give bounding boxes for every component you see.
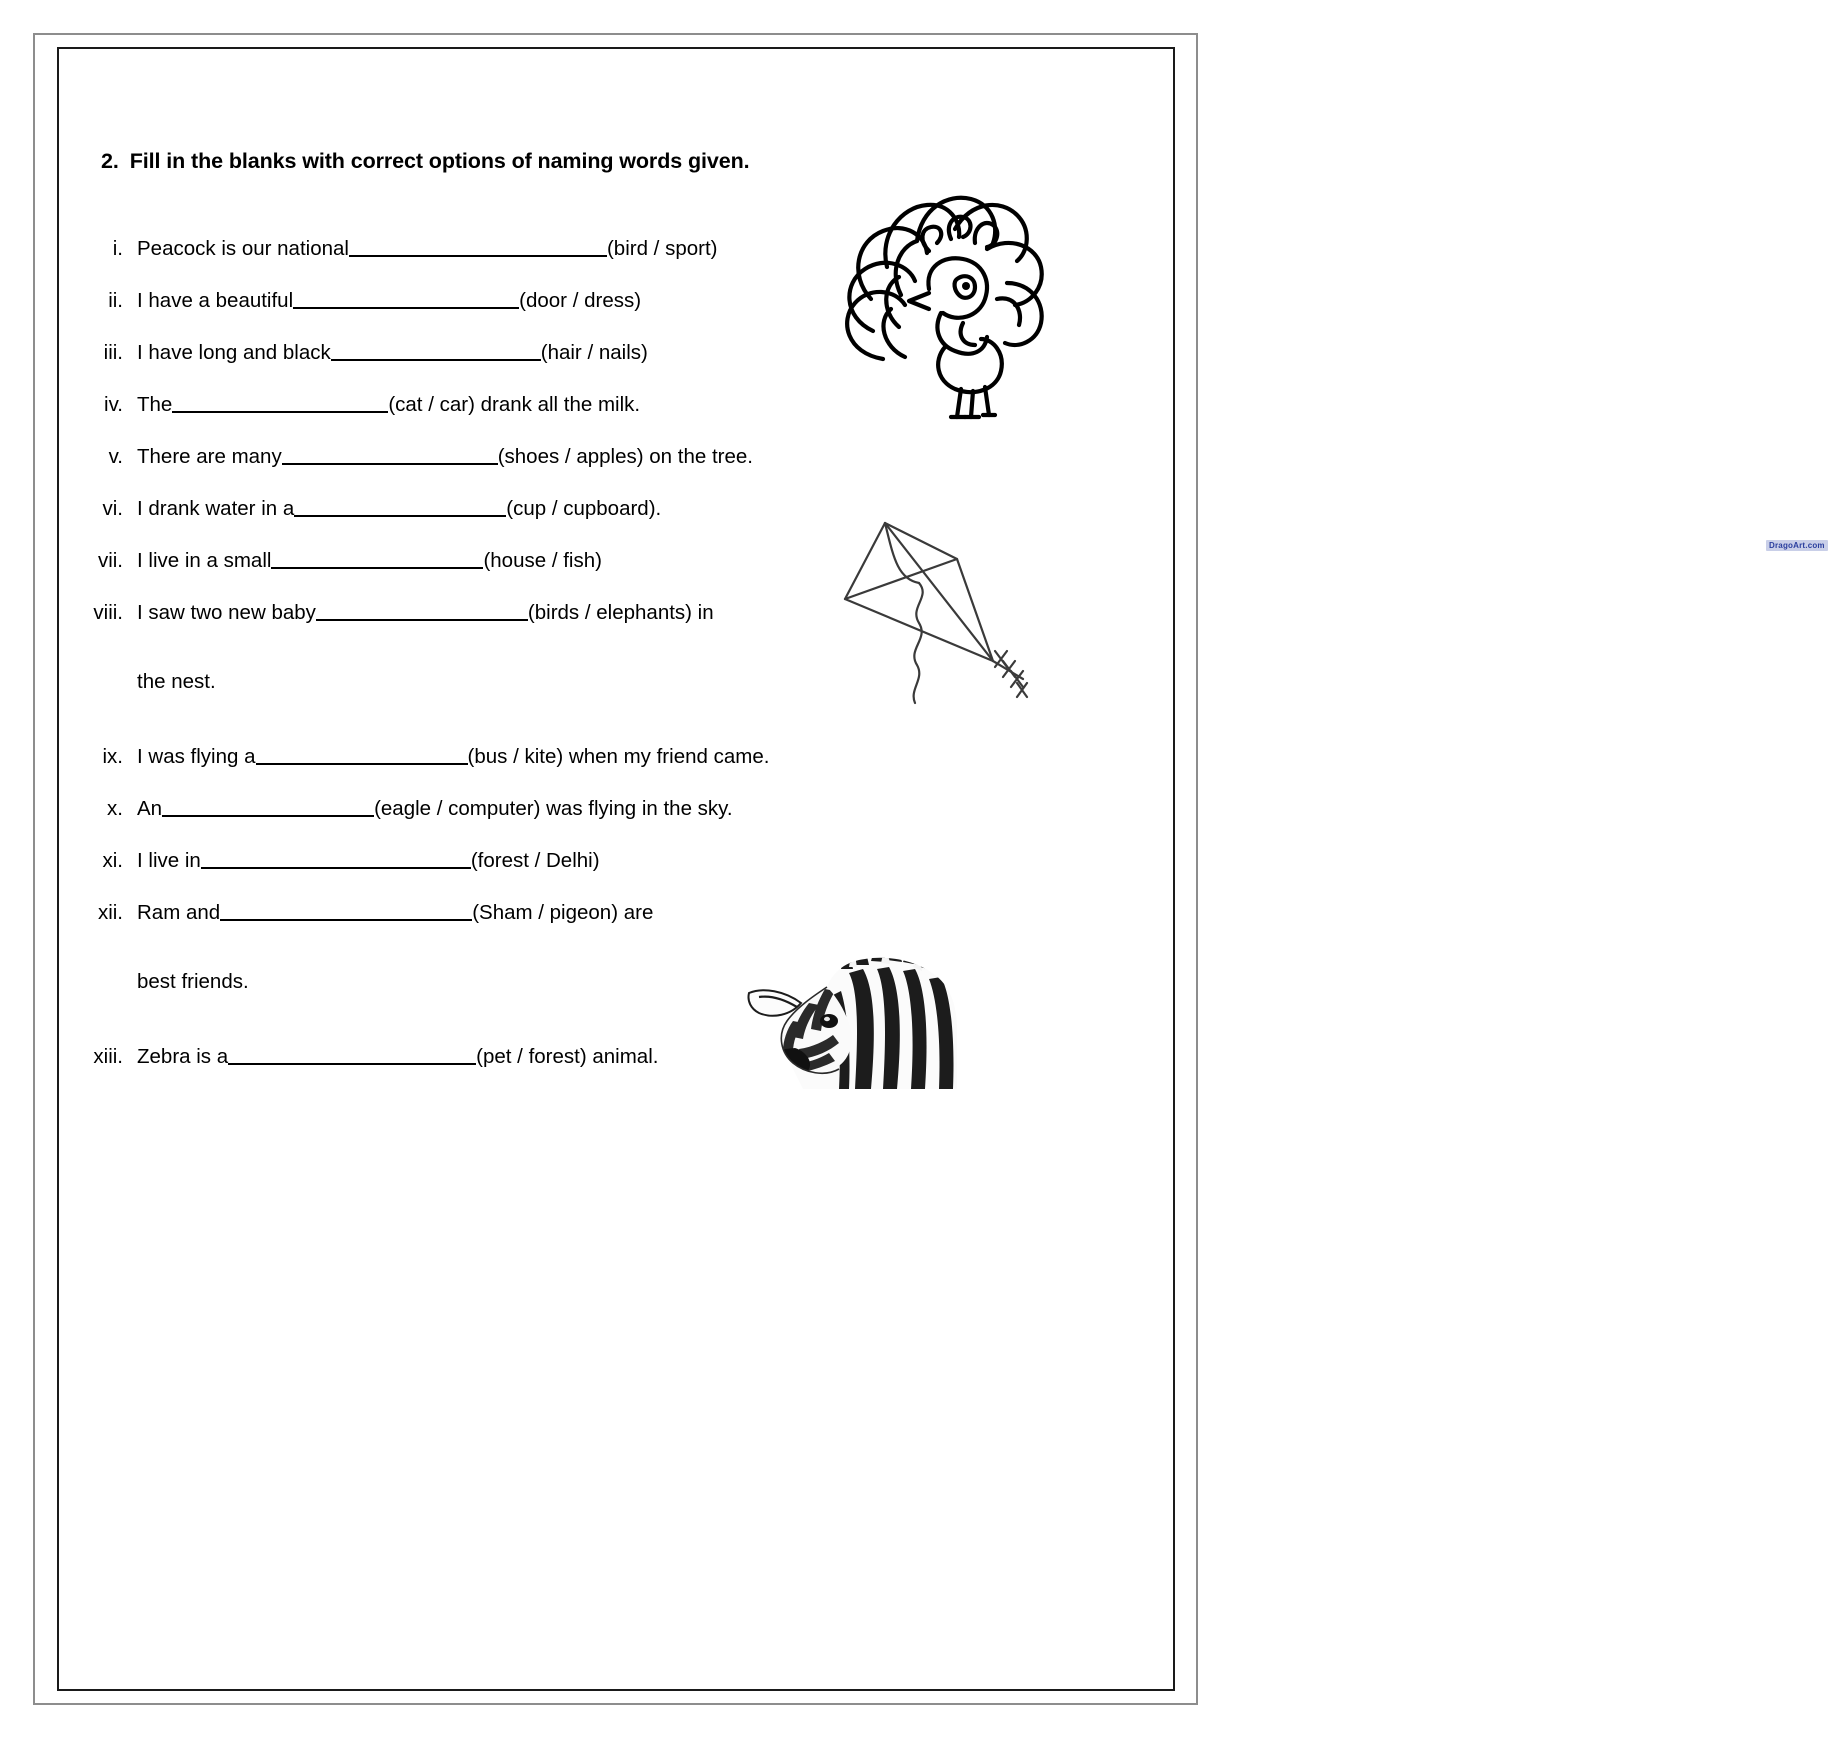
line-spacer — [59, 722, 1177, 742]
question-options: (eagle / computer) was flying in the sky. — [374, 797, 733, 821]
question-prefix: An — [137, 797, 163, 821]
question-continuation — [59, 970, 1177, 1022]
answer-blank[interactable] — [293, 288, 519, 309]
kite-illustration — [827, 511, 1027, 711]
question-index: viii. — [93, 601, 123, 625]
question-prefix: I have a beautiful — [137, 289, 294, 313]
question-prefix: Ram and — [137, 901, 221, 925]
question-item — [59, 846, 1177, 898]
question-options: (cat / car) drank all the milk. — [388, 393, 641, 417]
answer-blank[interactable] — [349, 236, 607, 257]
question-text — [137, 898, 1177, 925]
question-prefix: There are many — [137, 445, 282, 469]
answer-blank[interactable] — [201, 848, 471, 869]
question-options: (forest / Delhi) — [470, 849, 600, 873]
question-index: v. — [108, 445, 123, 469]
question-text — [137, 846, 1177, 873]
answer-blank[interactable] — [331, 340, 541, 361]
question-options: (Sham / pigeon) are — [472, 901, 654, 925]
question-item — [59, 742, 1177, 794]
question-prefix: I drank water in a — [137, 497, 295, 521]
answer-blank[interactable] — [294, 496, 506, 517]
question-text — [137, 442, 1177, 469]
answer-blank[interactable] — [228, 1044, 476, 1065]
question-prefix: I saw two new baby — [137, 601, 316, 625]
continuation-text: the nest. — [137, 670, 216, 693]
question-index: vi. — [102, 497, 123, 521]
answer-blank[interactable] — [162, 796, 374, 817]
question-options: (door / dress) — [519, 289, 642, 313]
answer-blank[interactable] — [256, 744, 468, 765]
continuation-text: best friends. — [137, 970, 249, 993]
question-prefix: The — [137, 393, 173, 417]
question-text — [137, 1042, 1177, 1069]
question-index: xi. — [102, 849, 123, 873]
question-index: iii. — [103, 341, 123, 365]
question-index: ix. — [102, 745, 123, 769]
question-options: (cup / cupboard). — [506, 497, 662, 521]
question-text — [137, 794, 1177, 821]
page-inner-border — [57, 47, 1825, 1691]
question-index: i. — [112, 237, 123, 261]
question-index: vii. — [97, 549, 123, 573]
question-options: (shoes / apples) on the tree. — [497, 445, 753, 469]
question-index: x. — [107, 797, 123, 821]
question-prompt: Fill in the blanks with correct options of naming words given. — [129, 149, 750, 173]
question-item — [59, 442, 1177, 494]
question-options: (hair / nails) — [540, 341, 648, 365]
answer-blank[interactable] — [282, 444, 498, 465]
question-index: ii. — [108, 289, 123, 313]
answer-blank[interactable] — [316, 600, 528, 621]
question-index: xii. — [97, 901, 123, 925]
question-prefix: Peacock is our national — [137, 237, 349, 261]
question-prefix: I have long and black — [137, 341, 331, 365]
question-index: iv. — [104, 393, 123, 417]
worksheet-sheet — [59, 49, 1825, 1693]
question-options: (house / fish) — [483, 549, 602, 573]
line-spacer — [59, 1022, 1177, 1042]
question-number: 2. — [101, 149, 119, 173]
question-item — [59, 898, 1177, 950]
question-options: (bird / sport) — [606, 237, 718, 261]
page-title — [101, 149, 749, 174]
answer-blank[interactable] — [271, 548, 483, 569]
question-item — [59, 794, 1177, 846]
question-options: (pet / forest) animal. — [476, 1045, 659, 1069]
image-watermark: DragoArt.com — [1766, 540, 1828, 551]
peacock-illustration — [821, 171, 1825, 550]
question-prefix: I live in a small — [137, 549, 272, 573]
line-spacer — [59, 950, 1177, 970]
answer-blank[interactable] — [220, 900, 472, 921]
question-text — [137, 742, 1177, 769]
question-prefix: I was flying a — [137, 745, 256, 769]
question-options: (bus / kite) when my friend came. — [467, 745, 770, 769]
page-outer-border — [33, 33, 1825, 1705]
question-index: xiii. — [93, 1045, 123, 1069]
answer-blank[interactable] — [172, 392, 388, 413]
zebra-illustration — [729, 929, 957, 1089]
question-options: (birds / elephants) in — [527, 601, 714, 625]
question-prefix: Zebra is a — [137, 1045, 229, 1069]
question-prefix: I live in — [137, 849, 201, 873]
question-item — [59, 1042, 1177, 1094]
